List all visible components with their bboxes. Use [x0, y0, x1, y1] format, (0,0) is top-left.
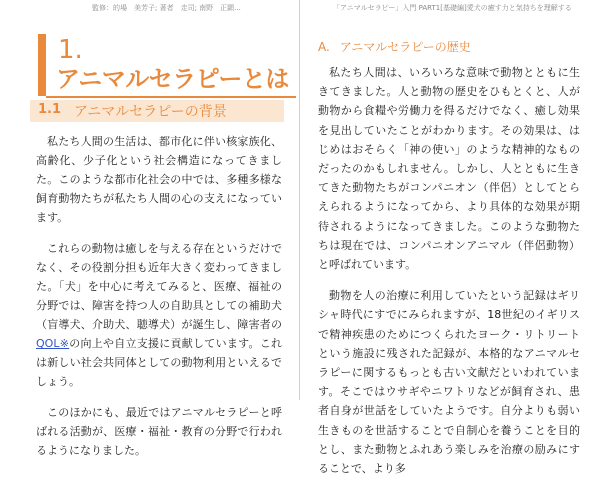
chapter-heading — [38, 34, 289, 94]
qol-footnote-link[interactable]: QOL※ — [36, 337, 70, 350]
chapter-accent-bar — [38, 34, 46, 96]
subsection-heading — [318, 38, 471, 55]
paragraph-text: の向上や自立支援に貢献しています。これは新しい社会共同体としての動物利用といえるでしょう。 — [36, 337, 282, 388]
chapter-title: アニマルセラピーとは — [56, 65, 289, 93]
paragraph — [36, 239, 282, 391]
paragraph: このほかにも、最近ではアニマルセラピーと呼ばれる活動が、医療・福祉・教育の分野で行われるようになりました。 — [36, 406, 282, 457]
left-column-body — [36, 132, 282, 472]
section-number: 1.1 — [38, 102, 62, 117]
header-left-text: 監修：的場 美芳子; 著者 走司; 南野 正顕... — [92, 4, 241, 12]
subsection-title: アニマルセラピーの歴史 — [339, 40, 471, 54]
subsection-letter: A. — [318, 40, 330, 54]
page-gutter-divider — [299, 0, 300, 400]
running-header — [0, 0, 600, 16]
paragraph: 私たち人間の生活は、都市化に伴い核家族化、高齢化、少子化という社会構造になってきました。このような都市化社会の中では、多種多様な飼育動物たちが私たち人間の心の支えになっています。 — [36, 135, 282, 224]
right-column-body — [318, 63, 580, 490]
paragraph-text: これらの動物は癒しを与える存在というだけでなく、その役割分担も近年大きく変わってきました。「犬」を中心に考えてみると、医療、福祉の分野では、障害を持つ人の自助具としての補助犬（盲導犬、介助犬、聴導犬）が誕生し、障害者の — [36, 242, 282, 331]
chapter-number: 1. — [58, 35, 83, 65]
paragraph: 動物を人の治療に利用していたという記録はギリシャ時代にすでにみられますが、18世紀のイギリスで精神疾患のためにつくられたヨーク・リトリートという施設に残された記録が、本格的なアニマルセラピーに関するもっとも古い文献だといわれています。そこではウサギやニワトリなどが飼育され、患者自身が世話をしていたようです。自分よりも弱い生きものを世話することで自制心を養うことを目的とし、また動物とふれあう楽しみを治療の励みにすることで、より多 — [318, 289, 580, 476]
chapter-underline — [46, 96, 296, 98]
header-right-text: 「アニマルセラピー」入門 PART1[基礎編]愛犬の癒す力と気持ちを理解する — [333, 4, 572, 12]
paragraph: 私たち人間は、いろいろな意味で動物とともに生きてきました。人と動物の歴史をひもとくと、人が動物から食糧や労働力を得るだけでなく、癒し効果を見出していたことがわかります。その効果は、はじめはおそらく「神の使い」のような精神的なものだったのかもしれません。しかし、人とともに生きてきた動物たちがコンパニオン（伴侶）としてとらえられるようになってから、より具体的な効果が期待されるようになってきました。このような動物たちは現在では、コンパニオンアニマル（伴侶動物）と呼ばれています。 — [318, 66, 580, 272]
section-title: アニマルセラピーの背景 — [74, 104, 227, 120]
section-heading — [30, 100, 284, 122]
